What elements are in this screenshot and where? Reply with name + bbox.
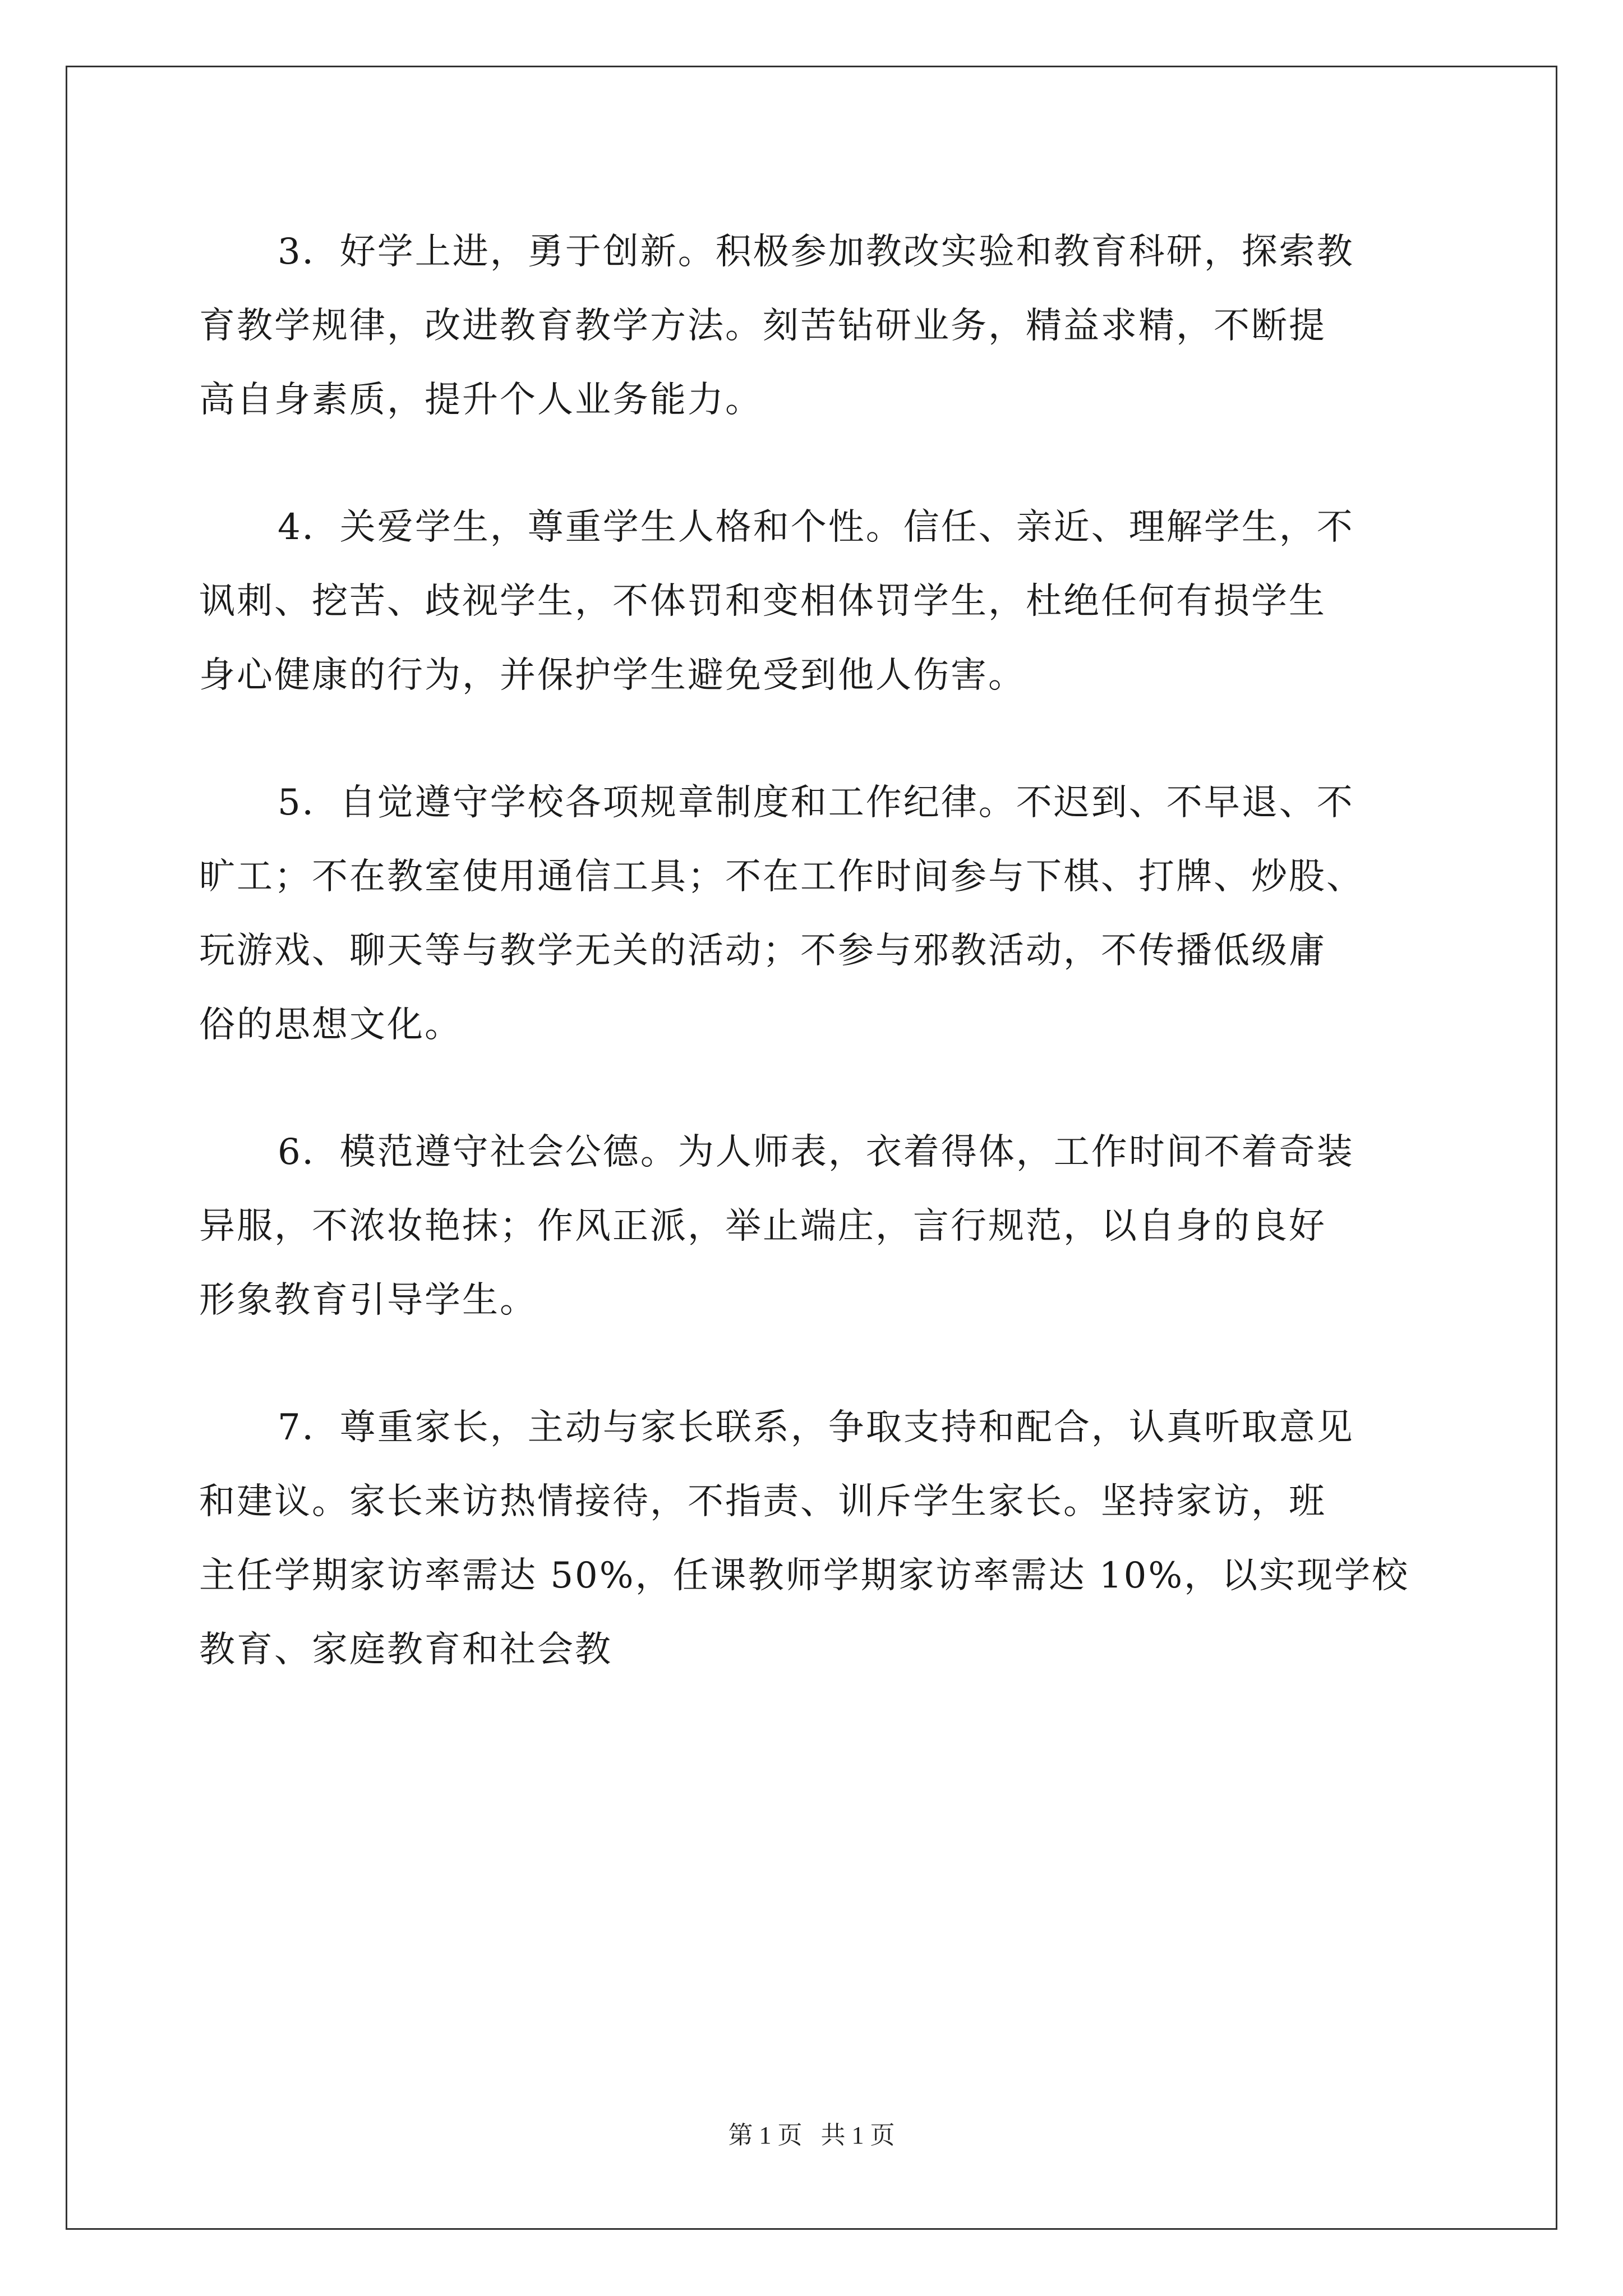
paragraph-line: 讽刺、挖苦、歧视学生，不体罚和变相体罚学生，杜绝任何有损学生 bbox=[199, 581, 1326, 622]
document-body bbox=[199, 215, 1438, 1740]
paragraph-line: 身心健康的行为，并保护学生避免受到他人伤害。 bbox=[199, 655, 1026, 696]
paragraph-item-5 bbox=[199, 766, 1438, 1062]
paragraph-item-3 bbox=[199, 215, 1438, 437]
paragraph-item-6 bbox=[199, 1115, 1438, 1337]
paragraph-line: 高自身素质，提升个人业务能力。 bbox=[199, 379, 763, 421]
page-number-footer: 第 1 页 共 1 页 bbox=[728, 2122, 895, 2149]
paragraph-line: 异服，不浓妆艳抹；作风正派，举止端庄，言行规范，以自身的良好 bbox=[199, 1205, 1326, 1247]
paragraph-line: 和建议。家长来访热情接待，不指责、训斥学生家长。坚持家访，班 bbox=[199, 1481, 1326, 1522]
paragraph-item-4 bbox=[199, 490, 1438, 712]
paragraph-line: 4．关爱学生，尊重学生人格和个性。信任、亲近、理解学生，不 bbox=[278, 507, 1354, 548]
paragraph-line: 3．好学上进，勇于创新。积极参加教改实验和教育科研，探索教 bbox=[278, 231, 1354, 273]
paragraph-line: 主任学期家访率需达 50%，任课教师学期家访率需达 10%，以实现学校 bbox=[199, 1555, 1410, 1596]
paragraph-line: 6．模范遵守社会公德。为人师表，衣着得体，工作时间不着奇装 bbox=[278, 1131, 1354, 1173]
paragraph-line: 玩游戏、聊天等与教学无关的活动；不参与邪教活动，不传播低级庸 bbox=[199, 930, 1326, 972]
paragraph-line: 育教学规律，改进教育教学方法。刻苦钻研业务，精益求精，不断提 bbox=[199, 305, 1326, 347]
paragraph-line: 教育、家庭教育和社会教 bbox=[199, 1629, 612, 1671]
paragraph-line: 旷工；不在教室使用通信工具；不在工作时间参与下棋、打牌、炒股、 bbox=[199, 856, 1364, 898]
paragraph-line: 7．尊重家长，主动与家长联系，争取支持和配合，认真听取意见 bbox=[278, 1407, 1354, 1448]
paragraph-item-7 bbox=[199, 1391, 1438, 1687]
paragraph-line: 俗的思想文化。 bbox=[199, 1004, 462, 1046]
paragraph-line: 5．自觉遵守学校各项规章制度和工作纪律。不迟到、不早退、不 bbox=[278, 782, 1354, 823]
paragraph-line: 形象教育引导学生。 bbox=[199, 1280, 537, 1321]
